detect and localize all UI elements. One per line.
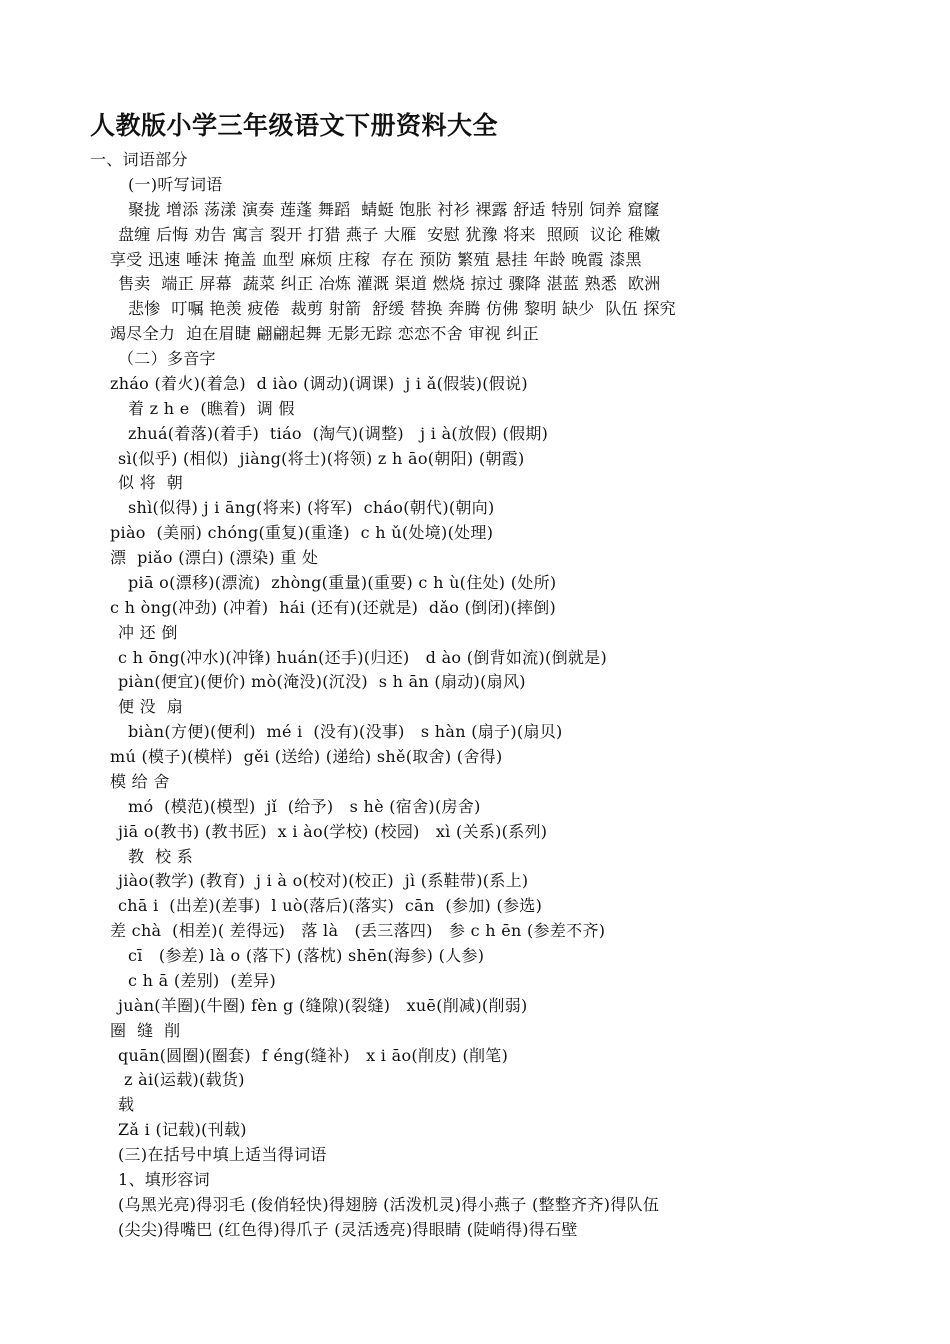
text-line: piào (美丽) chóng(重复)(重逢) c h ǔ(处境)(处理) [110, 523, 494, 543]
text-line: (三)在括号中填上适当得词语 [118, 1145, 327, 1164]
text-line: 享受 迅速 唾沫 掩盖 血型 麻烦 庄稼 存在 预防 繁殖 悬挂 年龄 晚霞 漆黑 [110, 249, 642, 269]
text-line: chā i (出差)(差事) l uò(落后)(落实) cān (参加) (参选) [118, 896, 543, 916]
text-line: quān(圆圈)(圈套) f éng(缝补) x i āo(削皮) (削笔) [118, 1045, 509, 1065]
text-line: biàn(方便)(便利) mé i (没有)(没事) s hàn (扇子)(扇贝) [128, 722, 563, 742]
text-line: (尖尖)得嘴巴 (红色得)得爪子 (灵活透亮)得眼睛 (陡峭得)得石壁 [118, 1219, 578, 1239]
text-line: 便 没 扇 [118, 697, 184, 717]
text-line: 似 将 朝 [118, 473, 184, 493]
text-line: 圈 缝 削 [110, 1020, 181, 1040]
text-line: shì(似得) j i āng(将来) (将军) cháo(朝代)(朝向) [128, 498, 495, 518]
text-line: 冲 还 倒 [118, 622, 178, 642]
text-line: mú (模子)(模样) gěi (送给) (递给) shě(取舍) (舍得) [110, 747, 503, 766]
text-line: zhuá(着落)(着手) tiáo (淘气)(调整) j i à(放假) (假期) [128, 423, 549, 443]
text-line: （二）多音字 [118, 349, 216, 368]
text-line: c h ōng(冲水)(冲锋) huán(还手)(归还) d ào (倒背如流)(倒就是) [118, 647, 608, 667]
text-line: 着 z h e (瞧着) 调 假 [128, 398, 295, 418]
text-line: c h òng(冲劲) (冲着) hái (还有)(还就是) dǎo (倒闭)(摔倒) [110, 597, 556, 617]
text-line: juàn(羊圈)(牛圈) fèn g (缝隙)(裂缝) xuē(削减)(削弱) [118, 995, 528, 1015]
text-line: sì(似乎) (相似) jiàng(将士)(将领) z h āo(朝阳) (朝霞) [118, 448, 525, 468]
text-line: Zǎ i (记载)(刊载) [118, 1120, 247, 1140]
text-line: 聚拢 增添 荡漾 演奏 莲蓬 舞蹈 蜻蜓 饱胀 衬衫 裸露 舒适 特别 饲养 窟窿 [128, 199, 660, 219]
text-line: piā o(漂移)(漂流) zhòng(重量)(重要) c h ù(住处) (处所) [128, 572, 557, 592]
text-line: jiào(教学) (教育) j i à o(校对)(校正) jì (系鞋带)(系上) [118, 871, 529, 891]
text-line: 漂 piǎo (漂白) (漂染) 重 处 [110, 548, 319, 567]
text-line: z ài(运载)(载货) [124, 1070, 245, 1090]
text-line: jiā o(教书) (教书匠) x i ào(学校) (校园) xì (关系)(系列) [118, 821, 548, 841]
text-line: 教 校 系 [128, 846, 194, 866]
text-line: 1、填形容词 [118, 1169, 210, 1189]
text-line: c h ā (差别) (差异) [128, 970, 277, 990]
text-line: 悲惨 叮嘱 艳羡 疲倦 裁剪 射箭 舒缓 替换 奔腾 仿佛 黎明 缺少 队伍 探究 [128, 299, 676, 319]
text-line: piàn(便宜)(便价) mò(淹没)(沉没) s h ān (扇动)(扇风) [118, 672, 526, 692]
text-line: 载 [118, 1095, 135, 1115]
text-line: 差 chà (相差)( 差得远) 落 là (丢三落四) 参 c h ēn (参差不齐) [110, 921, 606, 941]
text-line: zháo (着火)(着急) d iào (调动)(调课) j i ǎ(假装)(假说) [110, 373, 528, 393]
text-line: 盘缠 后悔 劝告 寓言 裂开 打猎 燕子 大雁 安慰 犹豫 将来 照顾 议论 稚嫩 [118, 224, 661, 244]
document-body [0, 148, 950, 1243]
text-line: 一、词语部分 [90, 150, 188, 169]
text-line: cī (参差) là o (落下) (落枕) shēn(海参) (人参) [128, 946, 485, 965]
text-line: mó (模范)(模型) jǐ (给予) s hè (宿舍)(房舍) [128, 796, 481, 816]
text-line: 竭尽全力 迫在眉睫 翩翩起舞 无影无踪 恋恋不舍 审视 纠正 [110, 324, 539, 344]
text-line: (乌黑光亮)得羽毛 (俊俏轻快)得翅膀 (活泼机灵)得小燕子 (整整齐齐)得队伍 [118, 1194, 660, 1214]
text-line: 模 给 舍 [110, 771, 170, 791]
document-title: 人教版小学三年级语文下册资料大全 [90, 111, 499, 140]
text-line: (一)听写词语 [128, 174, 223, 194]
text-line: 售卖 端正 屏幕 蔬菜 纠正 冶炼 灌溉 渠道 燃烧 掠过 骤降 湛蓝 熟悉 欧洲 [118, 274, 661, 294]
